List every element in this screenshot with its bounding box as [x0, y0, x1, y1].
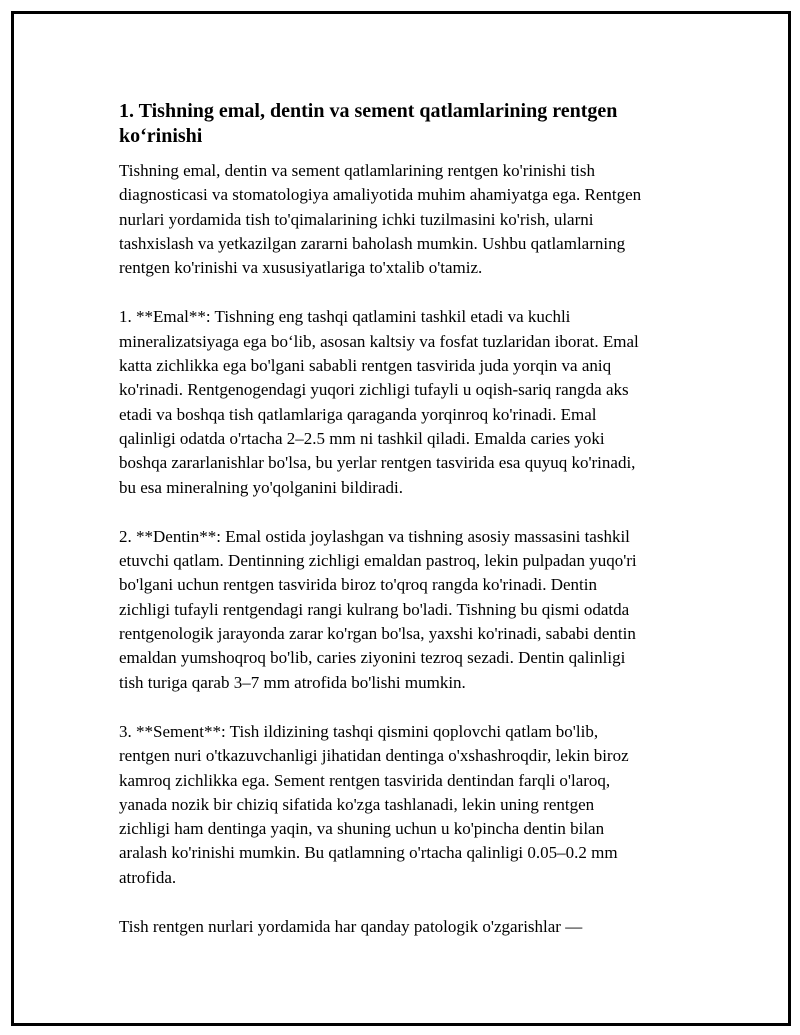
text-line: emaldan yumshoqroq bo'lib, caries ziyonini tezroq sezadi. Dentin qalinligi [119, 648, 626, 668]
text-line: 3. **Sement**: Tish ildizining tashqi qismini qoplovchi qatlam bo'lib, [119, 721, 599, 741]
text-line: katta zichlikka ega bo'lgani sababli rentgen tasvirida juda yorqin va aniq [119, 356, 612, 376]
text-line: nurlari yordamida tish to'qimalarining ichki tuzilmasini ko'rish, ularni [119, 209, 594, 229]
closing-paragraph [119, 915, 689, 939]
text-line: diagnosticasi va stomatologiya amaliyotida muhim ahamiyatga ega. Rentgen [119, 185, 642, 205]
text-line: boshqa zararlanishlar bo'lsa, bu yerlar rentgen tasvirida esa quyuq ko'rinadi, [119, 453, 636, 473]
text-line: aralash ko'rinishi mumkin. Bu qatlamning o'rtacha qalinligi 0.05–0.2 mm [119, 843, 618, 863]
text-line: tish turiga qarab 3–7 mm atrofida bo'lishi mumkin. [119, 672, 466, 692]
text-line: mineralizatsiyaga ega bo‘lib, asosan kaltsiy va fosfat tuzlaridan iborat. Emal [119, 331, 639, 351]
text-line: atrofida. [119, 867, 177, 887]
text-line: zichligi ham dentinga yaqin, va shuning uchun u ko'pincha dentin bilan [119, 819, 605, 839]
text-line: etuvchi qatlam. Dentinning zichligi emaldan pastroq, lekin pulpadan yuqo'ri [119, 551, 637, 571]
dentin-paragraph [119, 525, 689, 695]
title-line: ko‘rinishi [119, 125, 203, 147]
text-line: rentgen nuri o'tkazuvchanligi jihatidan dentinga o'xshashroqdir, lekin biroz [119, 746, 629, 766]
document-title [119, 99, 689, 149]
text-line: yanada nozik bir chiziq sifatida ko'zga tashlanadi, lekin uning rentgen [119, 794, 595, 814]
text-line: bo'lgani uchun rentgen tasvirida biroz to'qroq rangda ko'rinadi. Dentin [119, 575, 597, 595]
text-line: etadi va boshqa tish qatlamlariga qaraganda yorqinroq ko'rinadi. Emal [119, 404, 597, 424]
text-line: ko'rinadi. Rentgenogendagi yuqori zichligi tufayli u oqish-sariq rangda aks [119, 380, 629, 400]
text-line: rentgen ko'rinishi va xususiyatlariga to'xtalib o'tamiz. [119, 258, 483, 278]
text-line: zichligi tufayli rentgendagi rangi kulrang bo'ladi. Tishning bu qismi odatda [119, 599, 630, 619]
text-line: 2. **Dentin**: Emal ostida joylashgan va tishning asosiy massasini tashkil [119, 526, 630, 546]
text-line: Tishning emal, dentin va sement qatlamlarining rentgen ko'rinishi tish [119, 161, 596, 180]
text-line: Tish rentgen nurlari yordamida har qanday patologik o'zgarishlar — [119, 917, 583, 937]
text-line: tashxislash va yetkazilgan zararni baholash mumkin. Ushbu qatlamlarning [119, 233, 626, 253]
page-frame [11, 11, 791, 1026]
text-line: kamroq zichlikka ega. Sement rentgen tasvirida dentindan farqli o'laroq, [119, 770, 611, 790]
text-line: rentgenologik jarayonda zarar ko'rgan bo'lsa, yaxshi ko'rinadi, sababi dentin [119, 624, 636, 644]
document-body [119, 99, 689, 939]
cement-paragraph [119, 720, 689, 890]
enamel-paragraph [119, 305, 689, 499]
text-line: bu esa mineralning yo'qolganini bildiradi. [119, 477, 403, 497]
intro-paragraph [119, 159, 689, 280]
title-line: 1. Tishning emal, dentin va sement qatlamlarining rentgen [119, 100, 618, 122]
text-line: 1. **Emal**: Tishning eng tashqi qatlamini tashkil etadi va kuchli [119, 307, 571, 327]
text-line: qalinligi odatda o'rtacha 2–2.5 mm ni tashkil qiladi. Emalda caries yoki [119, 428, 605, 448]
